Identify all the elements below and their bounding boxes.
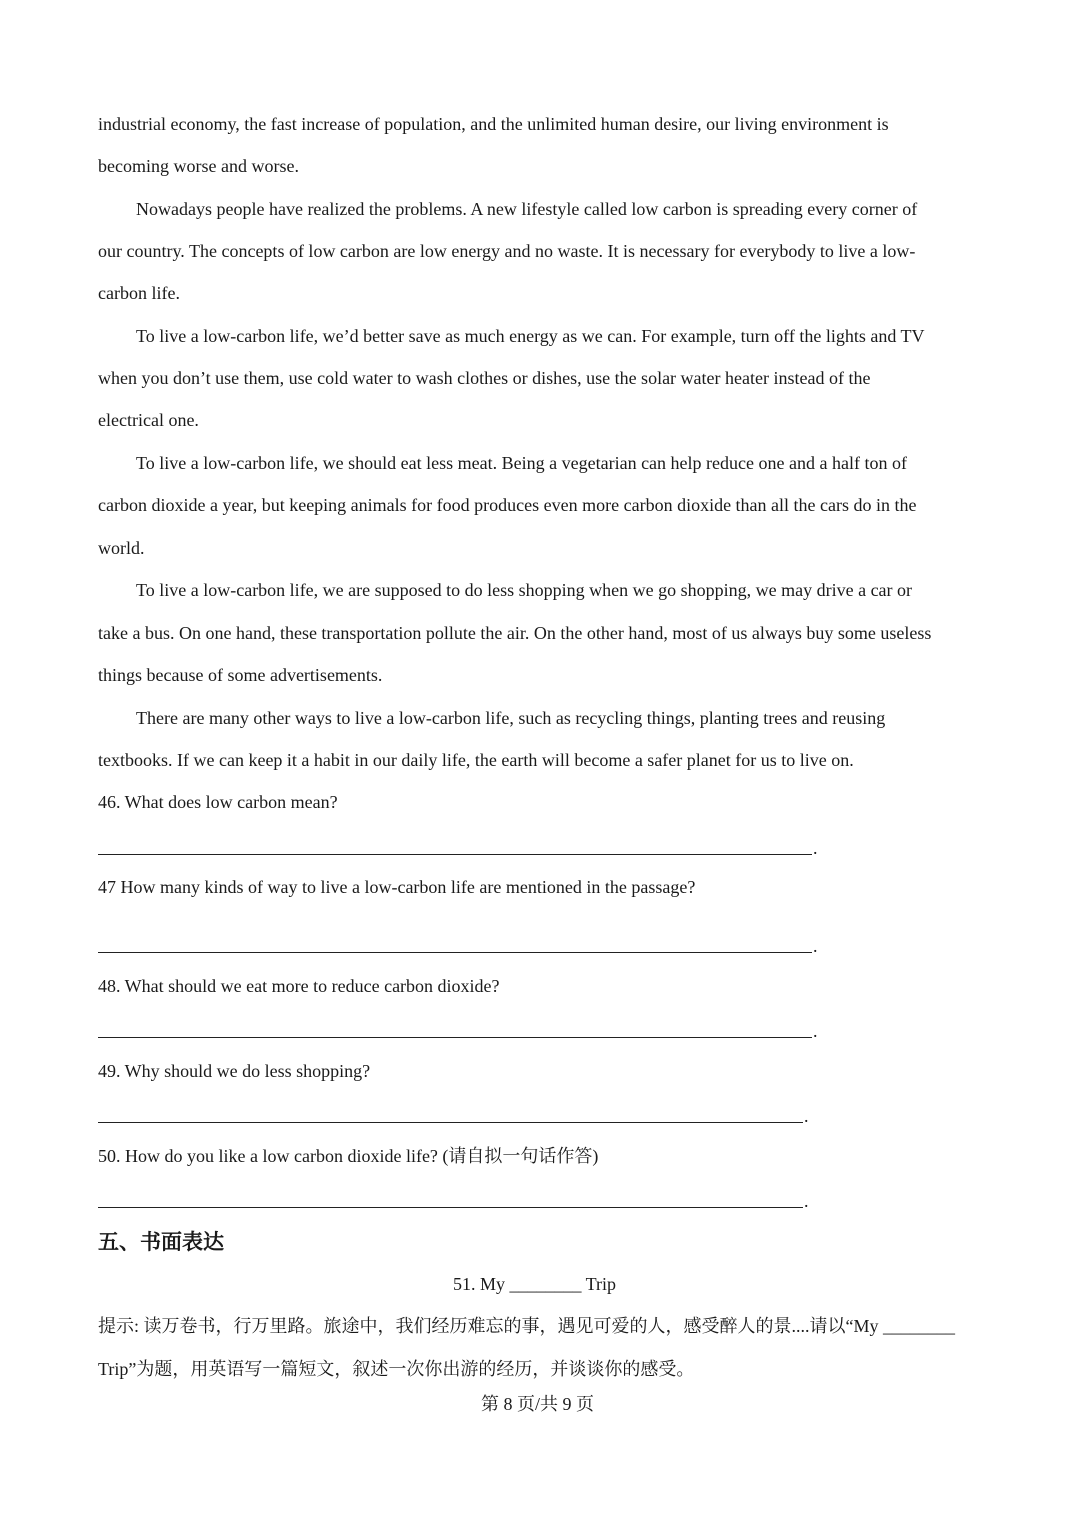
answer-end-46: . bbox=[813, 838, 818, 858]
passage-line-11: world. bbox=[98, 538, 145, 558]
answer-line-46[interactable] bbox=[98, 854, 812, 855]
answer-end-50: . bbox=[804, 1191, 809, 1211]
passage-line-16: textbooks. If we can keep it a habit in our daily life, the earth will become a safer planet for us to live on. bbox=[98, 750, 854, 770]
passage-line-7: when you don’t use them, use cold water to wash clothes or dishes, use the solar water heater instead of the bbox=[98, 368, 871, 388]
passage-line-3: Nowadays people have realized the problems. A new lifestyle called low carbon is spreading every corner of bbox=[136, 199, 918, 219]
answer-line-50[interactable] bbox=[98, 1207, 803, 1208]
question-49: 49. Why should we do less shopping? bbox=[98, 1061, 371, 1081]
answer-end-48: . bbox=[813, 1021, 818, 1041]
passage-line-15: There are many other ways to live a low-carbon life, such as recycling things, planting trees and reusing bbox=[136, 708, 886, 728]
passage-line-2: becoming worse and worse. bbox=[98, 156, 299, 176]
passage-line-5: carbon life. bbox=[98, 283, 180, 303]
passage-line-10: carbon dioxide a year, but keeping animals for food produces even more carbon dioxide than all the cars do in the bbox=[98, 495, 917, 515]
answer-end-49: . bbox=[804, 1106, 809, 1126]
answer-line-47[interactable] bbox=[98, 952, 812, 953]
passage-line-14: things because of some advertisements. bbox=[98, 665, 383, 685]
writing-hint-line-1: 提示: 读万卷书，行万里路。旅途中，我们经历难忘的事，遇见可爱的人，感受醉人的景....请以“My ________ bbox=[98, 1316, 955, 1336]
section-title-writing: 五、书面表达 bbox=[98, 1230, 224, 1254]
passage-line-6: To live a low-carbon life, we’d better save as much energy as we can. For example, turn off the lights and TV bbox=[136, 326, 925, 346]
page-number: 第 8 页/共 9 页 bbox=[481, 1394, 595, 1414]
passage-line-8: electrical one. bbox=[98, 410, 199, 430]
answer-line-49[interactable] bbox=[98, 1122, 803, 1123]
passage-line-1: industrial economy, the fast increase of population, and the unlimited human desire, our living environment is bbox=[98, 114, 889, 134]
passage-line-12: To live a low-carbon life, we are supposed to do less shopping when we go shopping, we may drive a car or bbox=[136, 580, 913, 600]
passage-line-13: take a bus. On one hand, these transportation pollute the air. On the other hand, most of us always buy some useless bbox=[98, 623, 932, 643]
passage-line-4: our country. The concepts of low carbon are low energy and no waste. It is necessary for everybody to live a low- bbox=[98, 241, 916, 261]
question-48: 48. What should we eat more to reduce carbon dioxide? bbox=[98, 976, 500, 996]
question-47: 47 How many kinds of way to live a low-carbon life are mentioned in the passage? bbox=[98, 877, 696, 897]
question-50: 50. How do you like a low carbon dioxide life? (请自拟一句话作答) bbox=[98, 1146, 599, 1166]
writing-hint-line-2: Trip”为题，用英语写一篇短文，叙述一次你出游的经历，并谈谈你的感受。 bbox=[98, 1359, 695, 1379]
passage-line-9: To live a low-carbon life, we should eat less meat. Being a vegetarian can help reduce one and a half ton of bbox=[136, 453, 907, 473]
writing-title: 51. My ________ Trip bbox=[453, 1274, 617, 1294]
answer-end-47: . bbox=[813, 936, 818, 956]
answer-line-48[interactable] bbox=[98, 1037, 812, 1038]
question-46: 46. What does low carbon mean? bbox=[98, 792, 338, 812]
